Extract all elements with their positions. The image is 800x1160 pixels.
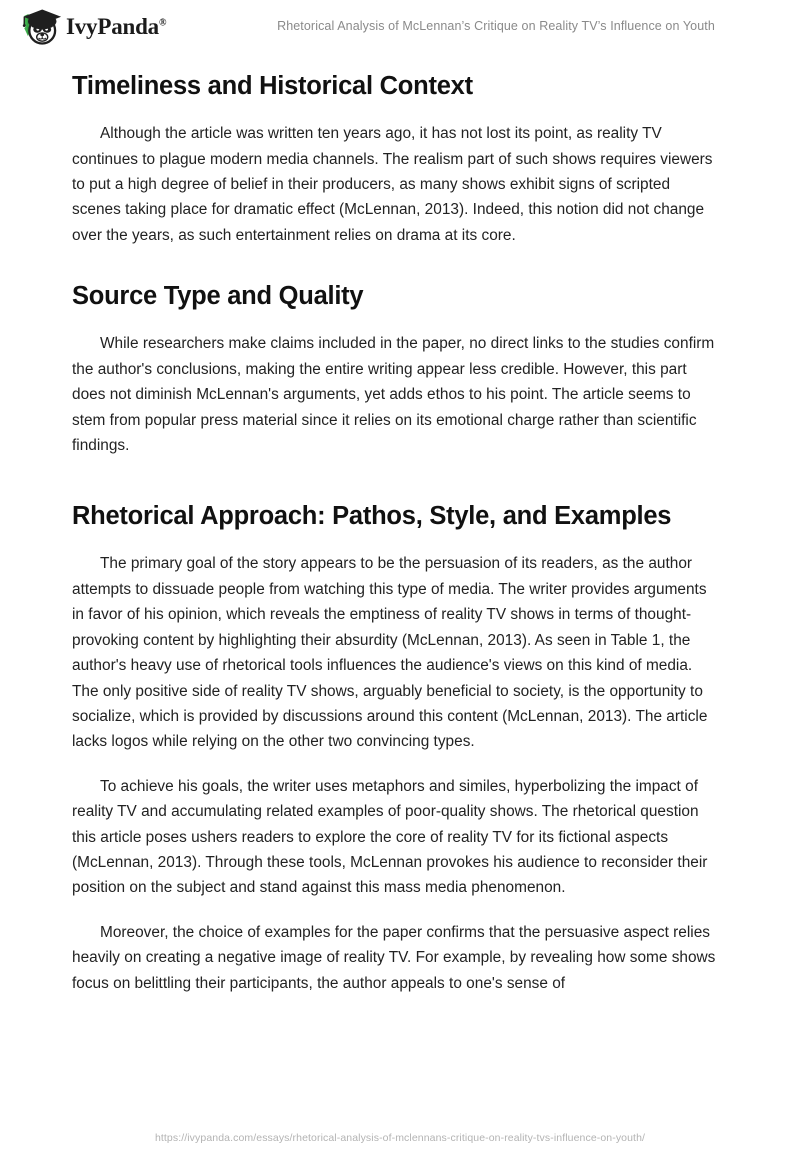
section-heading-timeliness: Timeliness and Historical Context	[72, 72, 473, 100]
source-url-link[interactable]: https://ivypanda.com/essays/rhetorical-analysis-of-mclennans-critique-on-reality-tvs-influence-on-youth/	[154, 1132, 646, 1144]
paragraph: While researchers make claims included in the paper, no direct links to the studies confirm the author's conclusions, making the entire writing appear less credible. However, this part does not diminish McLennan's arguments, yet adds ethos to his point. The article seems to stem from popular press material since it relies on its emotional charge rather than scientific findings.	[72, 335, 715, 454]
document-body	[72, 62, 720, 996]
page-header	[0, 0, 800, 52]
page-footer	[0, 1128, 800, 1146]
running-head-title: Rhetorical Analysis of McLennan’s Critique on Reality TV’s Influence on Youth	[277, 19, 715, 33]
registered-trademark-symbol: ®	[158, 16, 167, 28]
paragraph: Moreover, the choice of examples for the paper confirms that the persuasive aspect relies heavily on creating a negative image of reality TV. For example, by revealing how some shows focus on belittling their participants, the author appeals to one's sense of	[72, 923, 716, 992]
section-heading-source-type: Source Type and Quality	[72, 282, 364, 311]
paragraph: Although the article was written ten years ago, it has not lost its point, as reality TV continues to plague modern media channels. The realism part of such shows requires viewers to put a high degree of belief in their producers, as many shows exhibit signs of scripted scenes taking place for dramatic effect (McLennan, 2013). Indeed, this notion did not change over the years, as such entertainment relies on drama at its core.	[72, 125, 713, 244]
section-heading-rhetorical-approach: Rhetorical Approach: Pathos, Style, and Examples	[72, 502, 672, 531]
ivypanda-logo[interactable]	[16, 3, 206, 49]
brand-name	[66, 15, 166, 38]
brand-name-text: IvyPanda	[66, 13, 159, 39]
paragraph: The primary goal of the story appears to be the persuasion of its readers, as the author attempts to dissuade people from watching this type of media. The writer provides arguments in favor of his opinion, which reveals the emptiness of reality TV shows in terms of thought-provoking content by highlighting their absurdity (McLennan, 2013). As seen in Table 1, the author's heavy use of rhetorical tools influences the audience's views on this kind of media. The only positive side of reality TV shows, arguably beneficial to society, is the opportunity to socialize, which is provided by discussions around this content (McLennan, 2013). The article lacks logos while relying on the other two convincing types.	[72, 555, 708, 751]
panda-graduation-cap-icon	[16, 3, 62, 49]
paragraph: To achieve his goals, the writer uses metaphors and similes, hyperbolizing the impact of reality TV and accumulating related examples of poor-quality shows. The rhetorical question this article poses ushers readers to explore the core of reality TV for its fictional aspects (McLennan, 2013). Through these tools, McLennan provokes his audience to reconsider their position on the subject and stand against this mass media phenomenon.	[72, 777, 708, 897]
